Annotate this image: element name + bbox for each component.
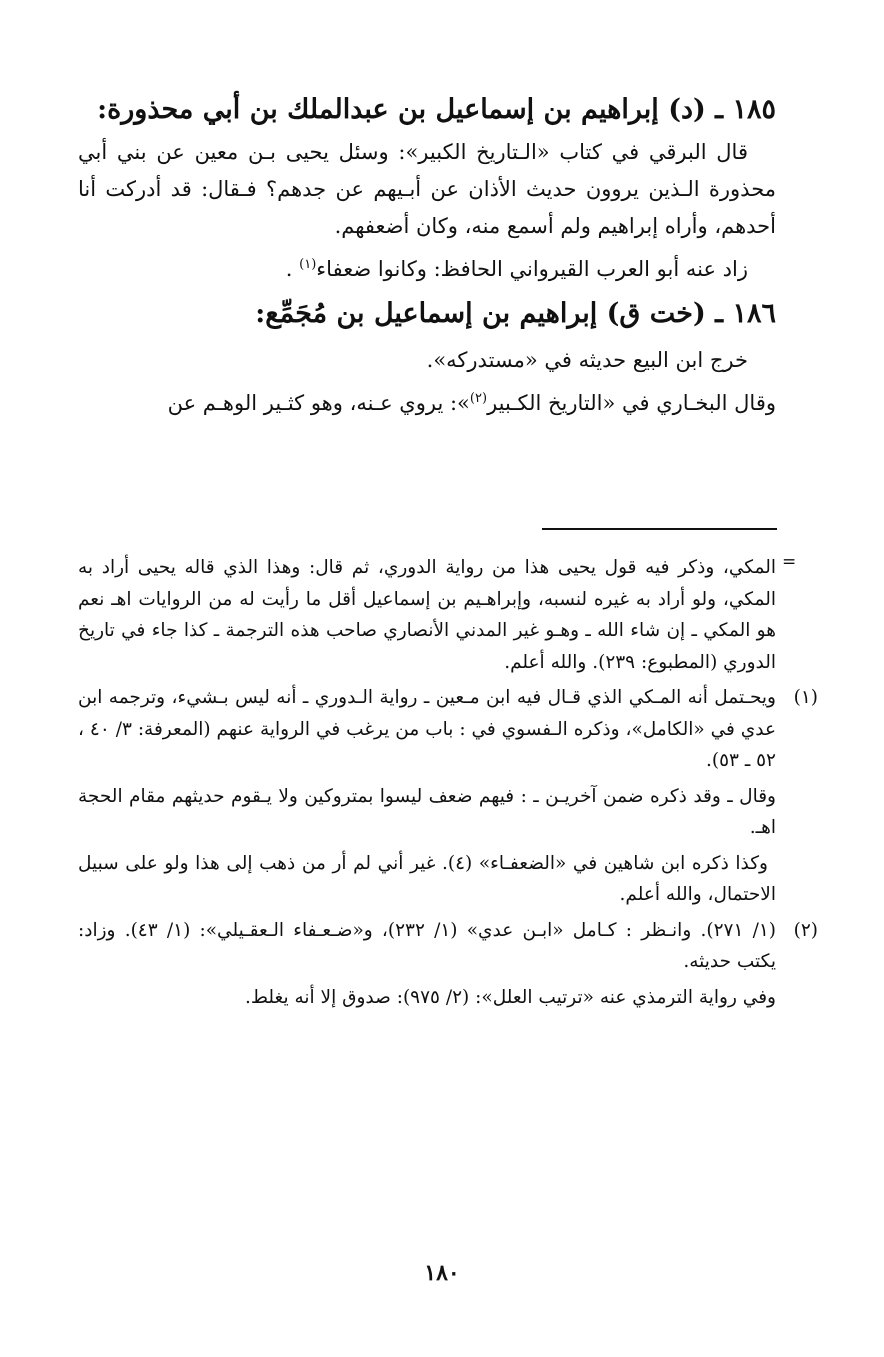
- entry-185-paragraph-1: قال البرقي في كتاب «الـتاريخ الكبير»: وسئل يحيى بـن معين عن بني أبي محذورة الـذين يروون حديث الأذان عن أبـيهم عن جدهم؟ فـقال: قد أدركت أنا أحدهم، وأراه إبراهيم ولم أسمع منه، وكان أضعفهم.: [78, 140, 776, 238]
- footnote-2-text: (١/ ٢٧١). وانـظر : كـامل «ابـن عدي» (١/ ٢٣٢)، و«ضـعـفاء الـعقـيلي»: (١/ ٤٣). وزاد: يكتب حديثه.: [78, 919, 776, 972]
- footnote-ref-1[interactable]: (١): [299, 257, 317, 272]
- entry-185-paragraph-2-end: .: [285, 257, 300, 281]
- footnote-1: [78, 682, 818, 777]
- page-number: ١٨٠: [424, 1260, 460, 1286]
- entry-186-paragraph-1: خرج ابن البيع حديثه في «مستدركه».: [426, 348, 748, 372]
- entry-185-paragraph-2-text: زاد عنه أبو العرب القيرواني الحافظ: وكانوا ضعفاء: [316, 257, 748, 281]
- footnote-2: [78, 915, 818, 1014]
- footnotes: [78, 552, 818, 1013]
- footnote-1-number: (١): [793, 687, 818, 708]
- entry-186-paragraph-2-end: »: يروي عـنه، وهو كثـير الوهـم عن: [167, 391, 470, 415]
- footnote-ref-2[interactable]: (٢): [469, 391, 488, 406]
- main-text: [78, 88, 776, 422]
- footnote-1-text: ويحـتمل أنه المـكي الذي قـال فيه ابن مـعين ـ رواية الـدوري ـ أنه ليس بـشيء، وترجمه ابن عدي في «الكامل»، وذكره الـفسوي في : باب من يرغب في الرواية عنهم (المعرفة: ٣/ ٤٠ ، ٥٢ ـ ٥٣).: [78, 687, 776, 771]
- footnote-1-extra-1: وقال ـ وقد ذكره ضمن آخريـن ـ : فيهم ضعف ليسوا بمتروكين ولا يـقوم حديثهم مقام الحجة اهـ.: [78, 785, 776, 838]
- entry-185-paragraph-2: [78, 251, 776, 288]
- footnote-2-number: (٢): [793, 919, 818, 941]
- footnote-2-extra-1: وفي رواية الترمذي عنه «ترتيب العلل»: (٢/ ٩٧٥): صدوق إلا أنه يغلط.: [244, 986, 776, 1008]
- footnote-continuation: المكي، وذكر فيه قول يحيى هذا من رواية الدوري، ثم قال: وهذا الذي قاله يحيى أراد به المكي، ولو أراد به غيره لنسبه، وإبراهـيم بن إسماعيل أقل ما رأيت له من الروايات اهـ نعم هو المكي ـ إن شاء الله ـ وهـو غير المدني الأنصاري صاحب هذه الترجمة ـ كذا جاء في تاريخ الدوري (المطبوع: ٢٣٩). والله أعلم.: [78, 557, 776, 673]
- entry-185-heading: ١٨٥ ـ (د) إبراهيم بن إسماعيل بن عبدالملك بن أبي محذورة:: [97, 94, 776, 125]
- footnote-continuation-mark: =: [782, 552, 797, 572]
- footnote-1-body: [78, 682, 776, 777]
- footnote-2-body: [78, 915, 776, 1014]
- entry-186-paragraph-2: [78, 385, 776, 422]
- entry-186-paragraph-2-start: وقال البخـاري في «التاريخ الكـبير: [487, 391, 776, 415]
- footnote-1-extra-2: وكذا ذكره ابن شاهين في «الضعفـاء» (٤). غير أني لم أر من ذهب إلى هذا ولو على سبيل الاحتمال، والله أعلم.: [78, 852, 776, 905]
- footnote-separator: [542, 528, 777, 530]
- entry-186-heading: ١٨٦ ـ (خت ق) إبراهيم بن إسماعيل بن مُجَمِّع:: [255, 298, 776, 329]
